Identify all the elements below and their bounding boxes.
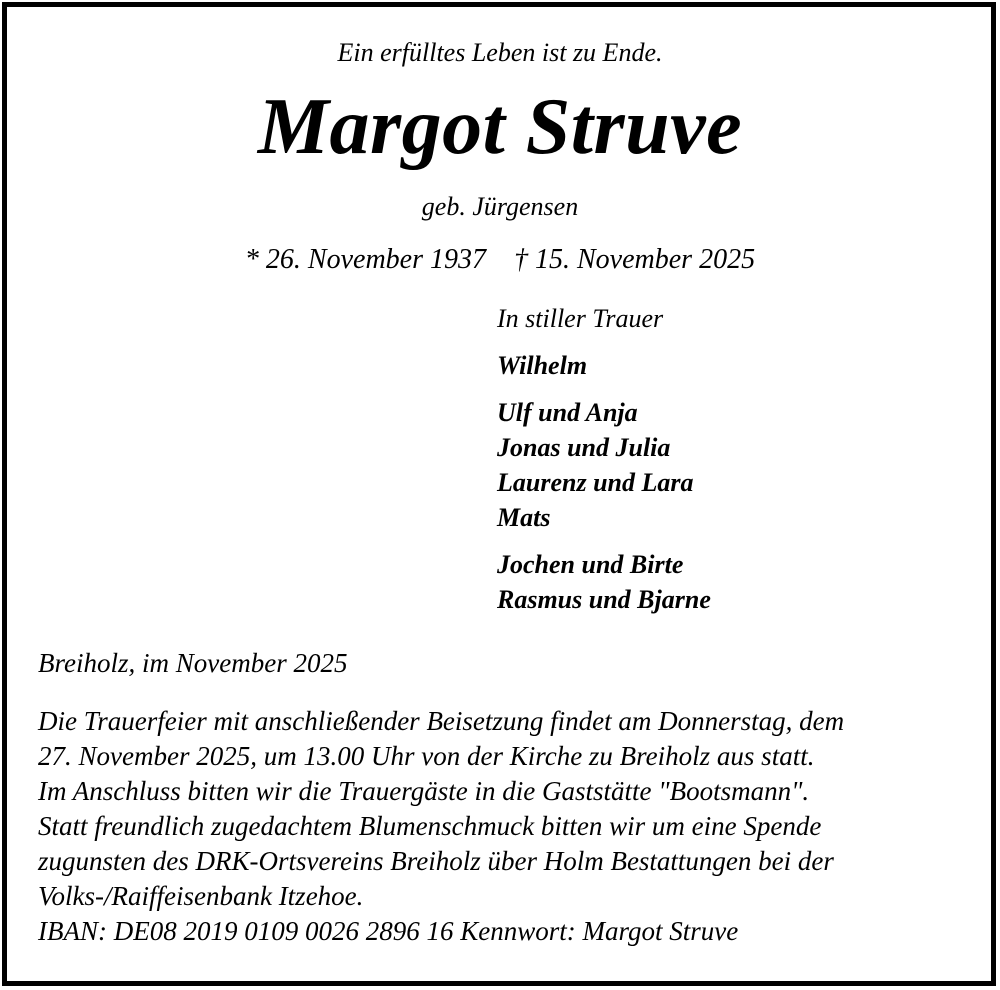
notice-line: zugunsten des DRK-Ortsvereins Breiholz über Holm Bestattungen bei der (38, 846, 834, 876)
iban-line: IBAN: DE08 2019 0109 0026 2896 16 Kennwort: Margot Struve (38, 916, 739, 946)
notice-line: Statt freundlich zugedachtem Blumenschmuck bitten wir um eine Spende (38, 811, 822, 841)
mourner-name: Jonas und Julia (497, 433, 671, 462)
deceased-name: Margot Struve (257, 83, 743, 171)
notice-line: Im Anschluss bitten wir die Trauergäste in die Gaststätte "Bootsmann". (38, 776, 810, 806)
mourner-name: Jochen und Birte (497, 550, 684, 579)
mourner-group-3 (497, 547, 711, 617)
birth-name: geb. Jürgensen (421, 192, 579, 221)
death-date: † 15. November 2025 (514, 244, 756, 275)
mourner-name: Rasmus und Bjarne (497, 585, 711, 614)
mourner-name: Ulf und Anja (497, 398, 638, 427)
mourner-name: Laurenz und Lara (497, 468, 694, 497)
birth-date: * 26. November 1937 (244, 244, 486, 275)
motto: Ein erfülltes Leben ist zu Ende. (337, 38, 663, 67)
place-date: Breiholz, im November 2025 (38, 648, 348, 678)
mourning-intro: In stiller Trauer (497, 304, 664, 333)
mourner-group-2 (497, 395, 711, 535)
mourner-name: Mats (497, 503, 551, 532)
mourners-block (497, 302, 711, 629)
notice-line: Volks-/Raiffeisenbank Itzehoe. (38, 881, 364, 911)
notice-line: Die Trauerfeier mit anschließender Beisetzung findet am Donnerstag, dem (38, 706, 845, 736)
mourner-name: Wilhelm (497, 351, 588, 380)
mourner-group-1 (497, 348, 711, 383)
life-dates (0, 244, 1000, 276)
funeral-notice (38, 704, 968, 949)
notice-line: 27. November 2025, um 13.00 Uhr von der Kirche zu Breiholz aus statt. (38, 741, 815, 771)
